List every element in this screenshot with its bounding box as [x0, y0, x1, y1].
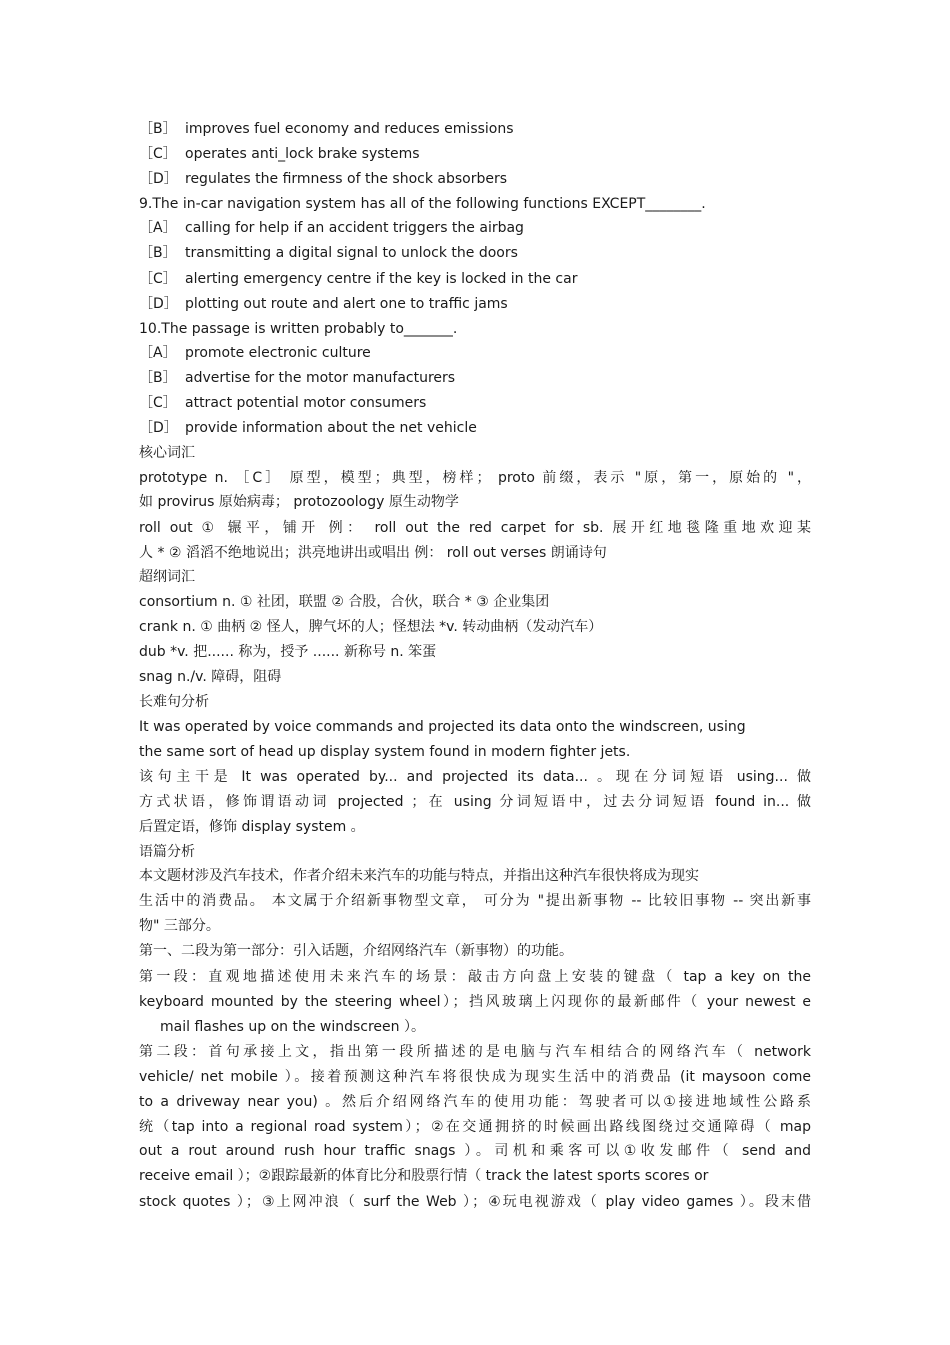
discourse-line-12: out a rout around rush hour traffic snags ）。司机和乘客可以①收发邮件（ send and	[139, 1143, 811, 1159]
discourse-line-10: to a driveway near you) 。然后介绍网络汽车的使用功能：驾驶者可以①接进地域性公路系	[139, 1094, 811, 1110]
discourse-line-4: 第一、二段为第一部分：引入话题，介绍网络汽车（新事物）的功能。	[139, 943, 573, 959]
option-mark: ［C］	[139, 395, 177, 411]
discourse-line-5: 第一段：直观地描述使用未来汽车的场景：敲击方向盘上安装的键盘（ tap a key on the	[139, 969, 811, 985]
discourse-line-1: 本文题材涉及汽车技术，作者介绍未来汽车的功能与特点，并指出这种汽车很快将成为现实	[139, 868, 699, 884]
vocab-roll-out-line-2: 人 * ② 滔滔不绝地说出；洪亮地讲出或唱出 例： roll out verses 朗诵诗句	[139, 545, 607, 561]
vocab-dub: dub *v. 把...... 称为，授予 ...... 新称号 n. 笨蛋	[139, 644, 437, 660]
vocab-prototype-line-2: 如 provirus 原始病毒； protozoology 原生动物学	[139, 494, 459, 510]
vocab-crank: crank n. ① 曲柄 ② 怪人，脾气坏的人；怪想法 *v. 转动曲柄（发动汽车）	[139, 619, 603, 635]
section-heading-discourse-analysis: 语篇分析	[139, 844, 195, 860]
option-text: advertise for the motor manufacturers	[185, 370, 456, 386]
discourse-line-6: keyboard mounted by the steering wheel）；挡风玻璃上闪现你的最新邮件（ your newest e	[139, 994, 811, 1010]
option-text: regulates the firmness of the shock absorbers	[185, 171, 508, 187]
option-mark: ［D］	[139, 171, 178, 187]
option-mark: ［B］	[139, 370, 177, 386]
sentence-analysis-line-3: 后置定语，修饰 display system 。	[139, 819, 365, 835]
option-text: provide information about the net vehicle	[185, 420, 477, 436]
question-9-option-c	[139, 267, 811, 291]
section-heading-sentence-analysis: 长难句分析	[139, 694, 209, 710]
question-8-option-b	[139, 117, 811, 141]
sentence-analysis-line-1: 该句主干是 It was operated by... and projected its data... 。现在分词短语 using... 做	[139, 769, 811, 785]
question-9-option-d	[139, 292, 811, 316]
sentence-line-2: the same sort of head up display system found in modern fighter jets.	[139, 744, 631, 760]
option-mark: ［D］	[139, 296, 178, 312]
sentence-analysis-line-2: 方式状语，修饰谓语动词 projected ；在 using 分词短语中，过去分词短语 found in... 做	[139, 794, 811, 810]
option-text: operates anti_lock brake systems	[185, 146, 420, 162]
discourse-line-3: 物" 三部分。	[139, 918, 220, 934]
question-9-option-b	[139, 241, 811, 265]
vocab-roll-out-line-1: roll out ① 辗平，铺开 例： roll out the red carpet for sb. 展开红地毯隆重地欢迎某	[139, 520, 811, 536]
discourse-line-9: vehicle/ net mobile ）。接着预测这种汽车将很快成为现实生活中的消费品 (it maysoon come	[139, 1069, 811, 1085]
option-text: attract potential motor consumers	[185, 395, 427, 411]
option-text: plotting out route and alert one to traffic jams	[185, 296, 508, 312]
option-text: improves fuel economy and reduces emissions	[185, 121, 514, 137]
option-text: promote electronic culture	[185, 345, 371, 361]
option-text: transmitting a digital signal to unlock the doors	[185, 245, 518, 261]
option-text: calling for help if an accident triggers the airbag	[185, 220, 524, 236]
discourse-line-14: stock quotes ）；③上网冲浪（ surf the Web ）；④玩电视游戏（ play video games ）。段末借	[139, 1194, 811, 1210]
sentence-line-1: It was operated by voice commands and projected its data onto the windscreen, using	[139, 719, 746, 735]
section-heading-core-vocabulary: 核心词汇	[139, 445, 195, 461]
discourse-line-13: receive email ）；②跟踪最新的体育比分和股票行情（ track the latest sports scores or	[139, 1168, 709, 1184]
vocab-snag: snag n./v. 障碍，阻碍	[139, 669, 282, 685]
option-mark: ［B］	[139, 245, 177, 261]
question-8-option-d	[139, 167, 811, 191]
question-10-option-b	[139, 366, 811, 390]
discourse-line-2: 生活中的消费品。 本文属于介绍新事物型文章， 可分为 "提出新事物 -- 比较旧事物 -- 突出新事	[139, 893, 811, 909]
discourse-line-8: 第二段：首句承接上文，指出第一段所描述的是电脑与汽车相结合的网络汽车（ network	[139, 1044, 811, 1060]
question-8-option-c	[139, 142, 811, 166]
question-10-stem: 10.The passage is written probably to_______.	[139, 321, 458, 337]
option-mark: ［D］	[139, 420, 178, 436]
question-9-option-a	[139, 216, 811, 240]
option-mark: ［C］	[139, 146, 177, 162]
option-text: alerting emergency centre if the key is locked in the car	[185, 271, 578, 287]
discourse-line-11: 统（tap into a regional road system）；②在交通拥挤的时候画出路线图绕过交通障碍（ map	[139, 1119, 811, 1135]
option-mark: ［B］	[139, 121, 177, 137]
question-10-option-d	[139, 416, 811, 440]
question-9-stem: 9.The in-car navigation system has all of the following functions EXCEPT________.	[139, 196, 706, 212]
discourse-line-7: mail flashes up on the windscreen ）。	[160, 1019, 425, 1035]
option-mark: ［C］	[139, 271, 177, 287]
vocab-consortium: consortium n. ① 社团，联盟 ② 合股，合伙，联合 * ③ 企业集团	[139, 594, 550, 610]
question-10-option-a	[139, 341, 811, 365]
option-mark: ［A］	[139, 220, 177, 236]
section-heading-advanced-vocabulary: 超纲词汇	[139, 569, 195, 585]
option-mark: ［A］	[139, 345, 177, 361]
vocab-prototype-line-1: prototype n. ［C］ 原型，模型；典型，榜样； proto 前缀，表示 "原，第一，原始的 "，	[139, 470, 811, 486]
question-10-option-c	[139, 391, 811, 415]
